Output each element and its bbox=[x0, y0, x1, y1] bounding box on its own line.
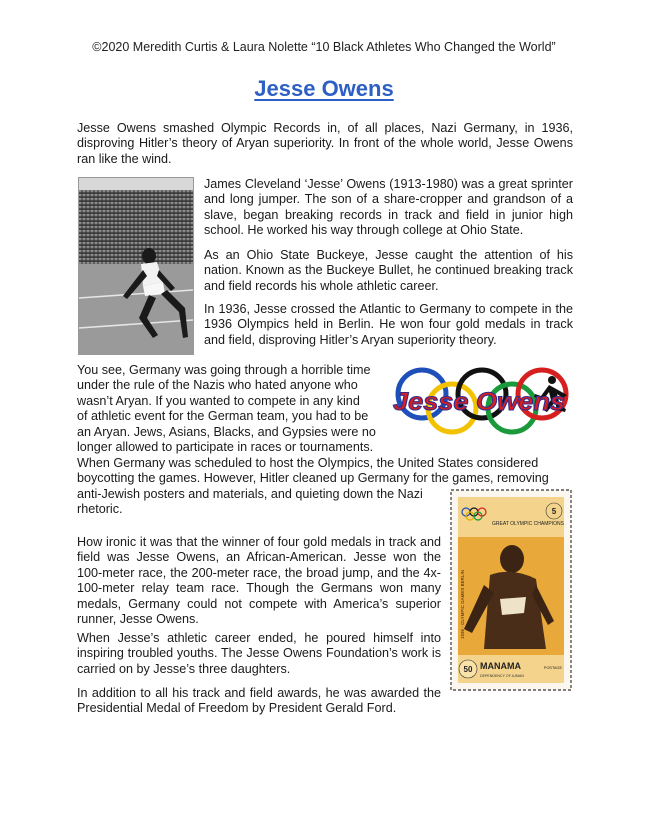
olympic-rings-logo bbox=[389, 366, 571, 436]
germany-line: longer allowed to participate in races or tournaments. bbox=[77, 440, 374, 455]
logo-text: Jesse Owens bbox=[393, 388, 566, 416]
stamp-postage: POSTAGE bbox=[543, 666, 562, 670]
host-line-1: When Germany was scheduled to host the Olympics, the United States considered bbox=[77, 456, 539, 470]
stamp-top-text: GREAT OLYMPIC CHAMPIONS bbox=[492, 521, 564, 527]
stamp-side-text: 1936 - OLYMPIC GAMES BERLIN bbox=[460, 570, 465, 639]
germany-line: an Aryan. Jews, Asians, Blacks, and Gypsies were no bbox=[77, 424, 376, 439]
awards-paragraph: In addition to all his track and field awards, he was awarded the Presidential Medal of Freedom by President Gerald Ford. bbox=[77, 686, 441, 716]
buckeye-paragraph: As an Ohio State Buckeye, Jesse caught the attention of his nation. Known as the Buckeye Bullet, he continued breaking track and field records his whole athletic career. bbox=[204, 248, 573, 293]
page-title: Jesse Owens bbox=[254, 76, 394, 101]
host-line-2: boycotting the games. However, Hitler cleaned up Germany for the games, removing bbox=[77, 471, 549, 485]
stamp-corner-value: 5 bbox=[551, 507, 557, 516]
copyright-header: ©2020 Meredith Curtis & Laura Nolette “10 Black Athletes Who Changed the World” bbox=[92, 40, 556, 54]
germany-line: wasn’t Aryan. If you wanted to compete in any kind bbox=[77, 393, 360, 408]
stamp-country-sub: DEPENDENCY OF AJMAN bbox=[480, 674, 524, 678]
ironic-paragraph: How ironic it was that the winner of four gold medals in track and field was Jesse Owens, an African-American. Jesse won the 100-meter race, the 200-meter race, the broad jump, and the 4x-100-meter relay team race. Though the Germans won many medals, Germany could not compete with America’s superior runner, Jesse Owens. bbox=[77, 535, 441, 627]
bio-paragraph: James Cleveland ‘Jesse’ Owens (1913-1980) was a great sprinter and long jumper. The son of a share-cropper and grandson of a slave, began breaking records in track and field in junior high school. He worked his way through college at Ohio State. bbox=[204, 177, 573, 238]
sprinter-photo-image bbox=[79, 178, 193, 354]
stamp-value: 50 bbox=[463, 665, 473, 674]
germany-line: of athletic event for the German team, you had to be bbox=[77, 409, 369, 424]
stamp-country: MANAMA bbox=[480, 661, 521, 671]
sprinter-photo bbox=[78, 177, 194, 355]
host-paragraph-rest: anti-Jewish posters and materials, and quieting down the Nazi rhetoric. bbox=[77, 487, 423, 517]
career-paragraph: When Jesse’s athletic career ended, he poured himself into inspiring troubled youths. The Jesse Owens Foundation’s work is carried on by Jesse’s three daughters. bbox=[77, 631, 441, 676]
germany-line: You see, Germany was going through a horrible time bbox=[77, 363, 371, 377]
intro-paragraph: Jesse Owens smashed Olympic Records in, of all places, Nazi Germany, in 1936, disproving Hitler’s theory of Aryan superiority. In front of the whole world, Jesse Owens ran like the wind. bbox=[77, 121, 573, 166]
germany-line: under the rule of the Nazis who hated anyone who bbox=[77, 378, 358, 393]
berlin-paragraph: In 1936, Jesse crossed the Atlantic to Germany to compete in the 1936 Olympics held in Berlin. He won four gold medals in track and field, disproving Hitler’s Aryan superiority theory. bbox=[204, 302, 573, 347]
germany-paragraph bbox=[77, 363, 407, 455]
postage-stamp bbox=[450, 489, 572, 691]
